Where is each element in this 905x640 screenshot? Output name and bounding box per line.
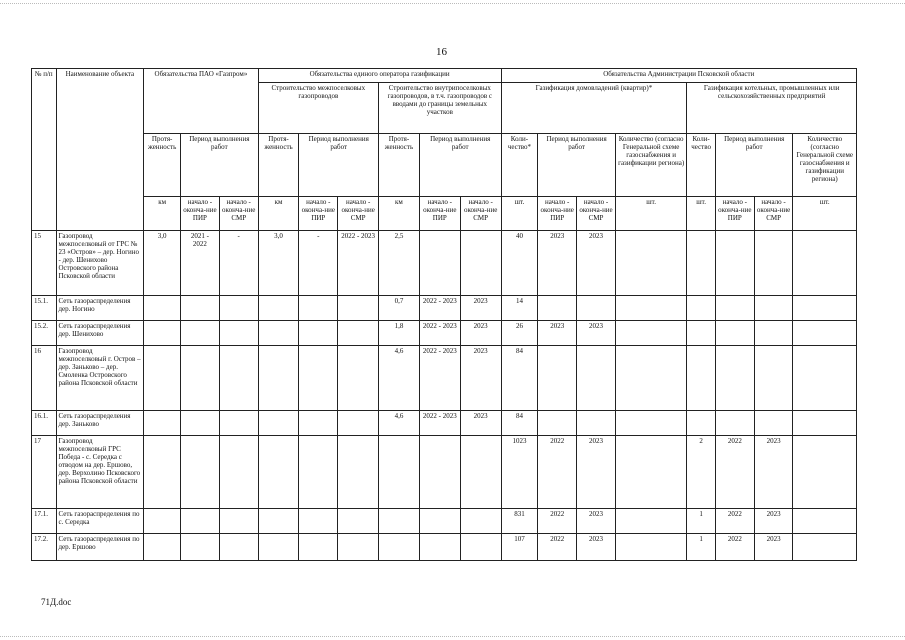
- table-cell: [460, 509, 501, 534]
- table-cell: [181, 321, 220, 346]
- table-cell: [338, 411, 379, 436]
- table-cell: 4,6: [379, 346, 420, 411]
- table-row: [32, 509, 857, 534]
- table-cell: [793, 321, 857, 346]
- unit-pcs: шт.: [687, 197, 716, 231]
- header-count: Коли-чество: [687, 134, 716, 197]
- object-name: Сеть газораспределения по с. Середка: [56, 509, 144, 534]
- row-number: 15.1.: [32, 296, 57, 321]
- table-cell: [258, 411, 299, 436]
- table-cell: [181, 509, 220, 534]
- table-cell: 3,0: [144, 231, 181, 296]
- table-cell: [793, 231, 857, 296]
- unit-km: км: [258, 197, 299, 231]
- table-cell: [379, 509, 420, 534]
- table-cell: [687, 231, 716, 296]
- table-cell: [419, 231, 460, 296]
- table-cell: 2022: [538, 534, 577, 561]
- table-cell: -: [219, 231, 258, 296]
- row-number: 16: [32, 346, 57, 411]
- header-gazprom: Обязательства ПАО «Газпром»: [144, 69, 258, 134]
- table-cell: [219, 346, 258, 411]
- table-cell: [615, 534, 686, 561]
- table-cell: 1,8: [379, 321, 420, 346]
- unit-smr: начало - оконча-ние СМР: [219, 197, 258, 231]
- row-number: 15: [32, 231, 57, 296]
- row-number: 17.1.: [32, 509, 57, 534]
- table-cell: [419, 436, 460, 509]
- unit-pir: начало - оконча-ние ПИР: [181, 197, 220, 231]
- table-cell: 2023: [460, 321, 501, 346]
- unit-pir: начало - оконча-ние ПИР: [299, 197, 338, 231]
- table-cell: 2022 - 2023: [419, 411, 460, 436]
- table-cell: [219, 534, 258, 561]
- object-name: Сеть газораспределения по дер. Ершово: [56, 534, 144, 561]
- scan-top-edge: [0, 3, 905, 5]
- gasification-table: [31, 68, 857, 561]
- row-number: 17: [32, 436, 57, 509]
- table-cell: 2023: [754, 534, 793, 561]
- table-cell: [793, 534, 857, 561]
- header-period: Период выполнения работ: [299, 134, 379, 197]
- table-row: [32, 321, 857, 346]
- table-cell: [793, 296, 857, 321]
- table-cell: [181, 411, 220, 436]
- table-cell: 2022: [715, 436, 754, 509]
- unit-pcs: шт.: [793, 197, 857, 231]
- table-cell: [538, 346, 577, 411]
- table-cell: 2023: [460, 411, 501, 436]
- object-name: Газопровод межпоселковый от ГРС № 23 «Остров» – дер. Ногино - дер. Шенихово Островского района Псковской области: [56, 231, 144, 296]
- table-cell: [338, 436, 379, 509]
- table-cell: 2022: [538, 436, 577, 509]
- table-cell: 2023: [538, 321, 577, 346]
- table-row: [32, 436, 857, 509]
- table-cell: [258, 346, 299, 411]
- table-cell: [181, 534, 220, 561]
- unit-pir: начало - оконча-ние ПИР: [419, 197, 460, 231]
- table-row: [32, 346, 857, 411]
- table-cell: [754, 321, 793, 346]
- table-cell: [219, 436, 258, 509]
- table-cell: 831: [501, 509, 538, 534]
- table-cell: [144, 436, 181, 509]
- table-cell: [687, 411, 716, 436]
- unit-smr: начало - оконча-ние СМР: [338, 197, 379, 231]
- table-cell: [219, 509, 258, 534]
- table-cell: [577, 411, 616, 436]
- object-name: Сеть газораспределения дер. Шенихово: [56, 321, 144, 346]
- table-cell: 2022: [538, 509, 577, 534]
- table-cell: 84: [501, 411, 538, 436]
- table-cell: [338, 346, 379, 411]
- table-cell: [299, 436, 338, 509]
- unit-pir: начало - оконча-ние ПИР: [715, 197, 754, 231]
- table-cell: 0,7: [379, 296, 420, 321]
- table-cell: 2023: [460, 296, 501, 321]
- table-cell: 1023: [501, 436, 538, 509]
- table-cell: 26: [501, 321, 538, 346]
- table-cell: [577, 346, 616, 411]
- header-length: Протя-женность: [258, 134, 299, 197]
- table-cell: [258, 321, 299, 346]
- table-cell: [144, 346, 181, 411]
- table-cell: [754, 346, 793, 411]
- table-cell: [219, 296, 258, 321]
- table-cell: [299, 534, 338, 561]
- table-cell: [144, 321, 181, 346]
- table-cell: [754, 296, 793, 321]
- header-period: Период выполнения работ: [715, 134, 793, 197]
- table-cell: [181, 346, 220, 411]
- page-number: 16: [436, 46, 447, 58]
- table-cell: [338, 534, 379, 561]
- header-households: Газификация домовладений (квартир)*: [501, 83, 687, 134]
- header-quantity: Количество (согласно Генеральной схеме газоснабжения и газификации региона): [615, 134, 686, 197]
- table-cell: [258, 534, 299, 561]
- table-cell: [144, 296, 181, 321]
- table-cell: [338, 296, 379, 321]
- table-cell: [299, 509, 338, 534]
- table-cell: [715, 296, 754, 321]
- table-cell: [615, 346, 686, 411]
- table-cell: 1: [687, 509, 716, 534]
- header-count: Коли-чество*: [501, 134, 538, 197]
- table-row: [32, 411, 857, 436]
- table-cell: 4,6: [379, 411, 420, 436]
- table-cell: 2,5: [379, 231, 420, 296]
- table-cell: [338, 321, 379, 346]
- header-name: Наименование объекта: [56, 69, 144, 231]
- unit-smr: начало - оконча-ние СМР: [460, 197, 501, 231]
- table-row: [32, 534, 857, 561]
- table-cell: -: [299, 231, 338, 296]
- table-cell: 2023: [460, 346, 501, 411]
- table-cell: 107: [501, 534, 538, 561]
- table-cell: [144, 534, 181, 561]
- table-cell: [615, 509, 686, 534]
- scan-bottom-edge: [0, 636, 905, 638]
- table-cell: [793, 436, 857, 509]
- header-length: Протя-женность: [379, 134, 420, 197]
- table-cell: [181, 436, 220, 509]
- unit-km: км: [144, 197, 181, 231]
- table-cell: [219, 411, 258, 436]
- header-admin: Обязательства Администрации Псковской области: [501, 69, 856, 83]
- table-cell: 2021 - 2022: [181, 231, 220, 296]
- table-cell: 2023: [577, 534, 616, 561]
- table-body: [32, 231, 857, 561]
- header-inter: Строительство межпоселковых газопроводов: [258, 83, 378, 134]
- table-cell: [754, 231, 793, 296]
- table-cell: [338, 509, 379, 534]
- table-cell: [793, 509, 857, 534]
- table-cell: [793, 411, 857, 436]
- table-cell: 84: [501, 346, 538, 411]
- table-cell: 1: [687, 534, 716, 561]
- table-cell: [715, 411, 754, 436]
- table-cell: [715, 321, 754, 346]
- table-cell: 3,0: [258, 231, 299, 296]
- table-cell: 2023: [577, 509, 616, 534]
- header-boilers: Газификация котельных, промышленных или сельскохозяйственных предприятий: [687, 83, 857, 134]
- row-number: 16.1.: [32, 411, 57, 436]
- table-cell: [687, 321, 716, 346]
- table-cell: [379, 534, 420, 561]
- table-cell: [793, 346, 857, 411]
- table-cell: 2: [687, 436, 716, 509]
- table-cell: 2023: [577, 231, 616, 296]
- table-cell: [258, 436, 299, 509]
- table-cell: 2023: [754, 509, 793, 534]
- table-cell: [144, 509, 181, 534]
- unit-pcs: шт.: [615, 197, 686, 231]
- table-cell: [754, 411, 793, 436]
- table-cell: [419, 509, 460, 534]
- header-intra: Строительство внутрипоселковых газопроводов, в т.ч. газопроводов с вводами до границы земельных участков: [379, 83, 502, 134]
- table-cell: [181, 296, 220, 321]
- header-period: Период выполнения работ: [181, 134, 259, 197]
- table-cell: 2022 - 2023: [338, 231, 379, 296]
- table-cell: 2022 - 2023: [419, 296, 460, 321]
- table-row: [32, 231, 857, 296]
- table-cell: [538, 296, 577, 321]
- unit-pir: начало - оконча-ние ПИР: [538, 197, 577, 231]
- table-cell: 2023: [577, 436, 616, 509]
- table-cell: [379, 436, 420, 509]
- table-cell: [615, 436, 686, 509]
- header-operator: Обязательства единого оператора газификации: [258, 69, 501, 83]
- unit-km: км: [379, 197, 420, 231]
- table-cell: [615, 296, 686, 321]
- table-cell: 2022 - 2023: [419, 321, 460, 346]
- header-length: Протя-женность: [144, 134, 181, 197]
- table-cell: [299, 411, 338, 436]
- table-cell: [615, 321, 686, 346]
- table-cell: 2023: [538, 231, 577, 296]
- header-num: № п/п: [32, 69, 57, 231]
- object-name: Газопровод межпоселковый ГРС Победа - с. Середка с отводом на дер. Ершово, дер. Верхолино Псковского района Псковской области: [56, 436, 144, 509]
- table-cell: [144, 411, 181, 436]
- table-cell: [687, 346, 716, 411]
- unit-smr: начало - оконча-ние СМР: [754, 197, 793, 231]
- table-cell: 40: [501, 231, 538, 296]
- header-period: Период выполнения работ: [419, 134, 501, 197]
- table-cell: [577, 296, 616, 321]
- table-cell: [615, 231, 686, 296]
- table-cell: 2023: [754, 436, 793, 509]
- table-cell: [715, 346, 754, 411]
- row-number: 15.2.: [32, 321, 57, 346]
- table-cell: [460, 436, 501, 509]
- row-number: 17.2.: [32, 534, 57, 561]
- table-cell: 2022 - 2023: [419, 346, 460, 411]
- table-cell: [299, 296, 338, 321]
- table-cell: 14: [501, 296, 538, 321]
- table-cell: [538, 411, 577, 436]
- table-cell: 2023: [577, 321, 616, 346]
- table-cell: [258, 509, 299, 534]
- table-row: [32, 296, 857, 321]
- table-cell: [460, 231, 501, 296]
- table-cell: [419, 534, 460, 561]
- header-quantity: Количество (согласно Генеральной схеме газоснабжения и газификации региона): [793, 134, 857, 197]
- unit-pcs: шт.: [501, 197, 538, 231]
- table-cell: [460, 534, 501, 561]
- document-filename: 71Д.doc: [41, 597, 72, 607]
- table-cell: [258, 296, 299, 321]
- object-name: Сеть газораспределения дер. Ногино: [56, 296, 144, 321]
- unit-smr: начало - оконча-ние СМР: [577, 197, 616, 231]
- table-cell: [615, 411, 686, 436]
- table-cell: 2022: [715, 534, 754, 561]
- table-cell: [219, 321, 258, 346]
- table-cell: [299, 321, 338, 346]
- object-name: Сеть газораспределения дер. Заньково: [56, 411, 144, 436]
- table-cell: 2022: [715, 509, 754, 534]
- header-period: Период выполнения работ: [538, 134, 616, 197]
- table-cell: [715, 231, 754, 296]
- object-name: Газопровод межпоселковый г. Остров – дер. Заньково – дер. Смоленка Островского района Псковской области: [56, 346, 144, 411]
- table-cell: [687, 296, 716, 321]
- table-cell: [299, 346, 338, 411]
